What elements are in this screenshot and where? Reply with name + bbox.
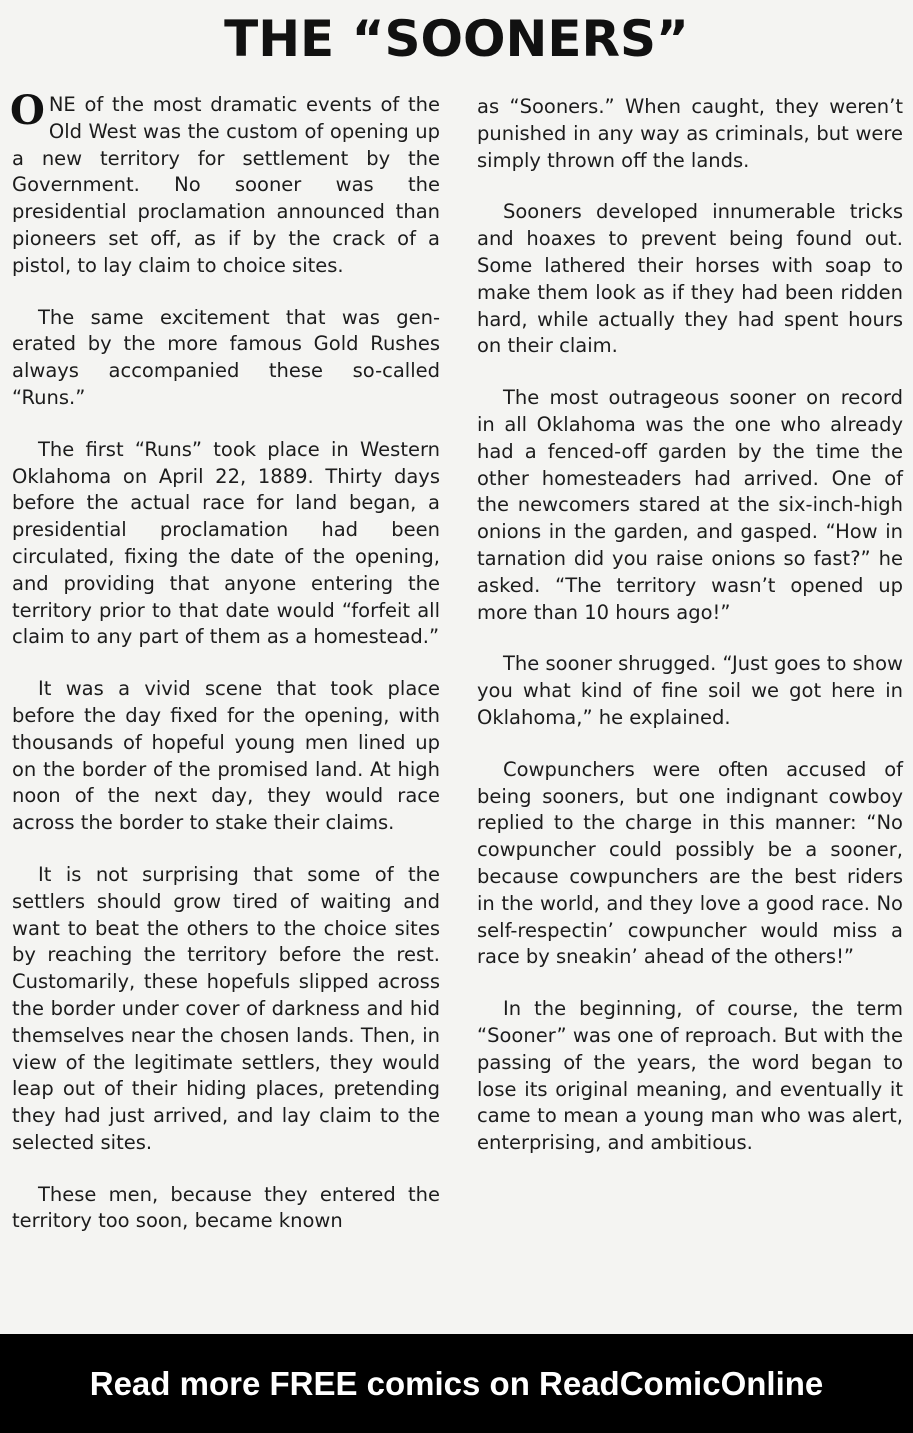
paragraph-7: Sooners developed innumerable tricks and hoaxes to prevent being found out. Some lathered their horses with soap to make them look as if they had been ridden hard, while actually they had spent hours on their claim. (477, 200, 903, 358)
paragraph-4: It was a vivid scene that took place before the day fixed for the opening, with thousands of hopeful young men lined up on the border of the promised land. At high noon of the next day, they would race across the border to stake their claims. (12, 677, 440, 835)
paragraph-1-text: NE of the most dramatic events of the Old West was the custom of opening up a new territory for settlement by the Government. No sooner was the presidential proclamation announced than pioneers set off, as if by the crack of a pistol, to lay claim to choice sites. (12, 93, 440, 277)
paragraph-1 (10, 87, 440, 280)
promo-banner[interactable]: Read more FREE comics on ReadComicOnline (0, 1334, 913, 1433)
paragraph-8: The most outrageous sooner on record in all Oklahoma was the one who already had a fenced-off garden by the time the other homesteaders had arrived. One of the newcomers stared at the six-inch-high onions in the garden, and gasped. “How in tarnation did you raise onions so fast?” he asked. “The territory wasn’t opened up more than 10 hours ago!” (477, 386, 903, 624)
paragraph-10: Cowpunchers were often accused of being sooners, but one indignant cowboy replied to the charge in this manner: “No cowpuncher could possibly be a sooner, because cowpunchers are the best riders in the world, and they love a good race. No self-respectin’ cowpuncher would miss a race by sneakin’ ahead of the others!” (477, 757, 903, 969)
paragraph-6: These men, because they entered the territory too soon, became known (12, 1182, 440, 1233)
paragraph-9: The sooner shrugged. “Just goes to show you what kind of fine soil we got here in Oklahoma,” he explained. (477, 652, 903, 729)
right-column (477, 94, 903, 1182)
paragraph-5: It is not surprising that some of the settlers should grow tired of waiting and want to beat the others to the choice sites by reaching the territory before the rest. Customarily, these hopefuls slipped across the border under cover of darkness and hid themselves near the chosen lands. Then, in view of the legitimate settlers, they would leap out of their hiding places, pretending they had just arrived, and lay claim to the selected sites. (12, 862, 440, 1154)
left-column (10, 87, 440, 1260)
paragraph-11: In the beginning, of course, the term “Sooner” was one of reproach. But with the passing of the years, the word began to lose its original meaning, and eventually it came to mean a young man who was alert, enterprising, and ambitious. (477, 997, 903, 1155)
paragraph-6-continued: as “Sooners.” When caught, they weren’t punished in any way as criminals, but were simply thrown off the lands. (477, 95, 903, 172)
paragraph-2: The same excitement that was generated by the more famous Gold Rushes always accompanied these so-called “Runs.” (12, 305, 440, 409)
article-title: THE “SOONERS” (224, 10, 689, 68)
paragraph-3: The first “Runs” took place in Western Oklahoma on April 22, 1889. Thirty days before the actual race for land began, a presidential proclamation had been circulated, fixing the date of the opening, and providing that anyone entering the territory prior to that date would “forfeit all claim to any part of them as a homestead.” (12, 437, 440, 649)
drop-cap: O (10, 87, 45, 134)
